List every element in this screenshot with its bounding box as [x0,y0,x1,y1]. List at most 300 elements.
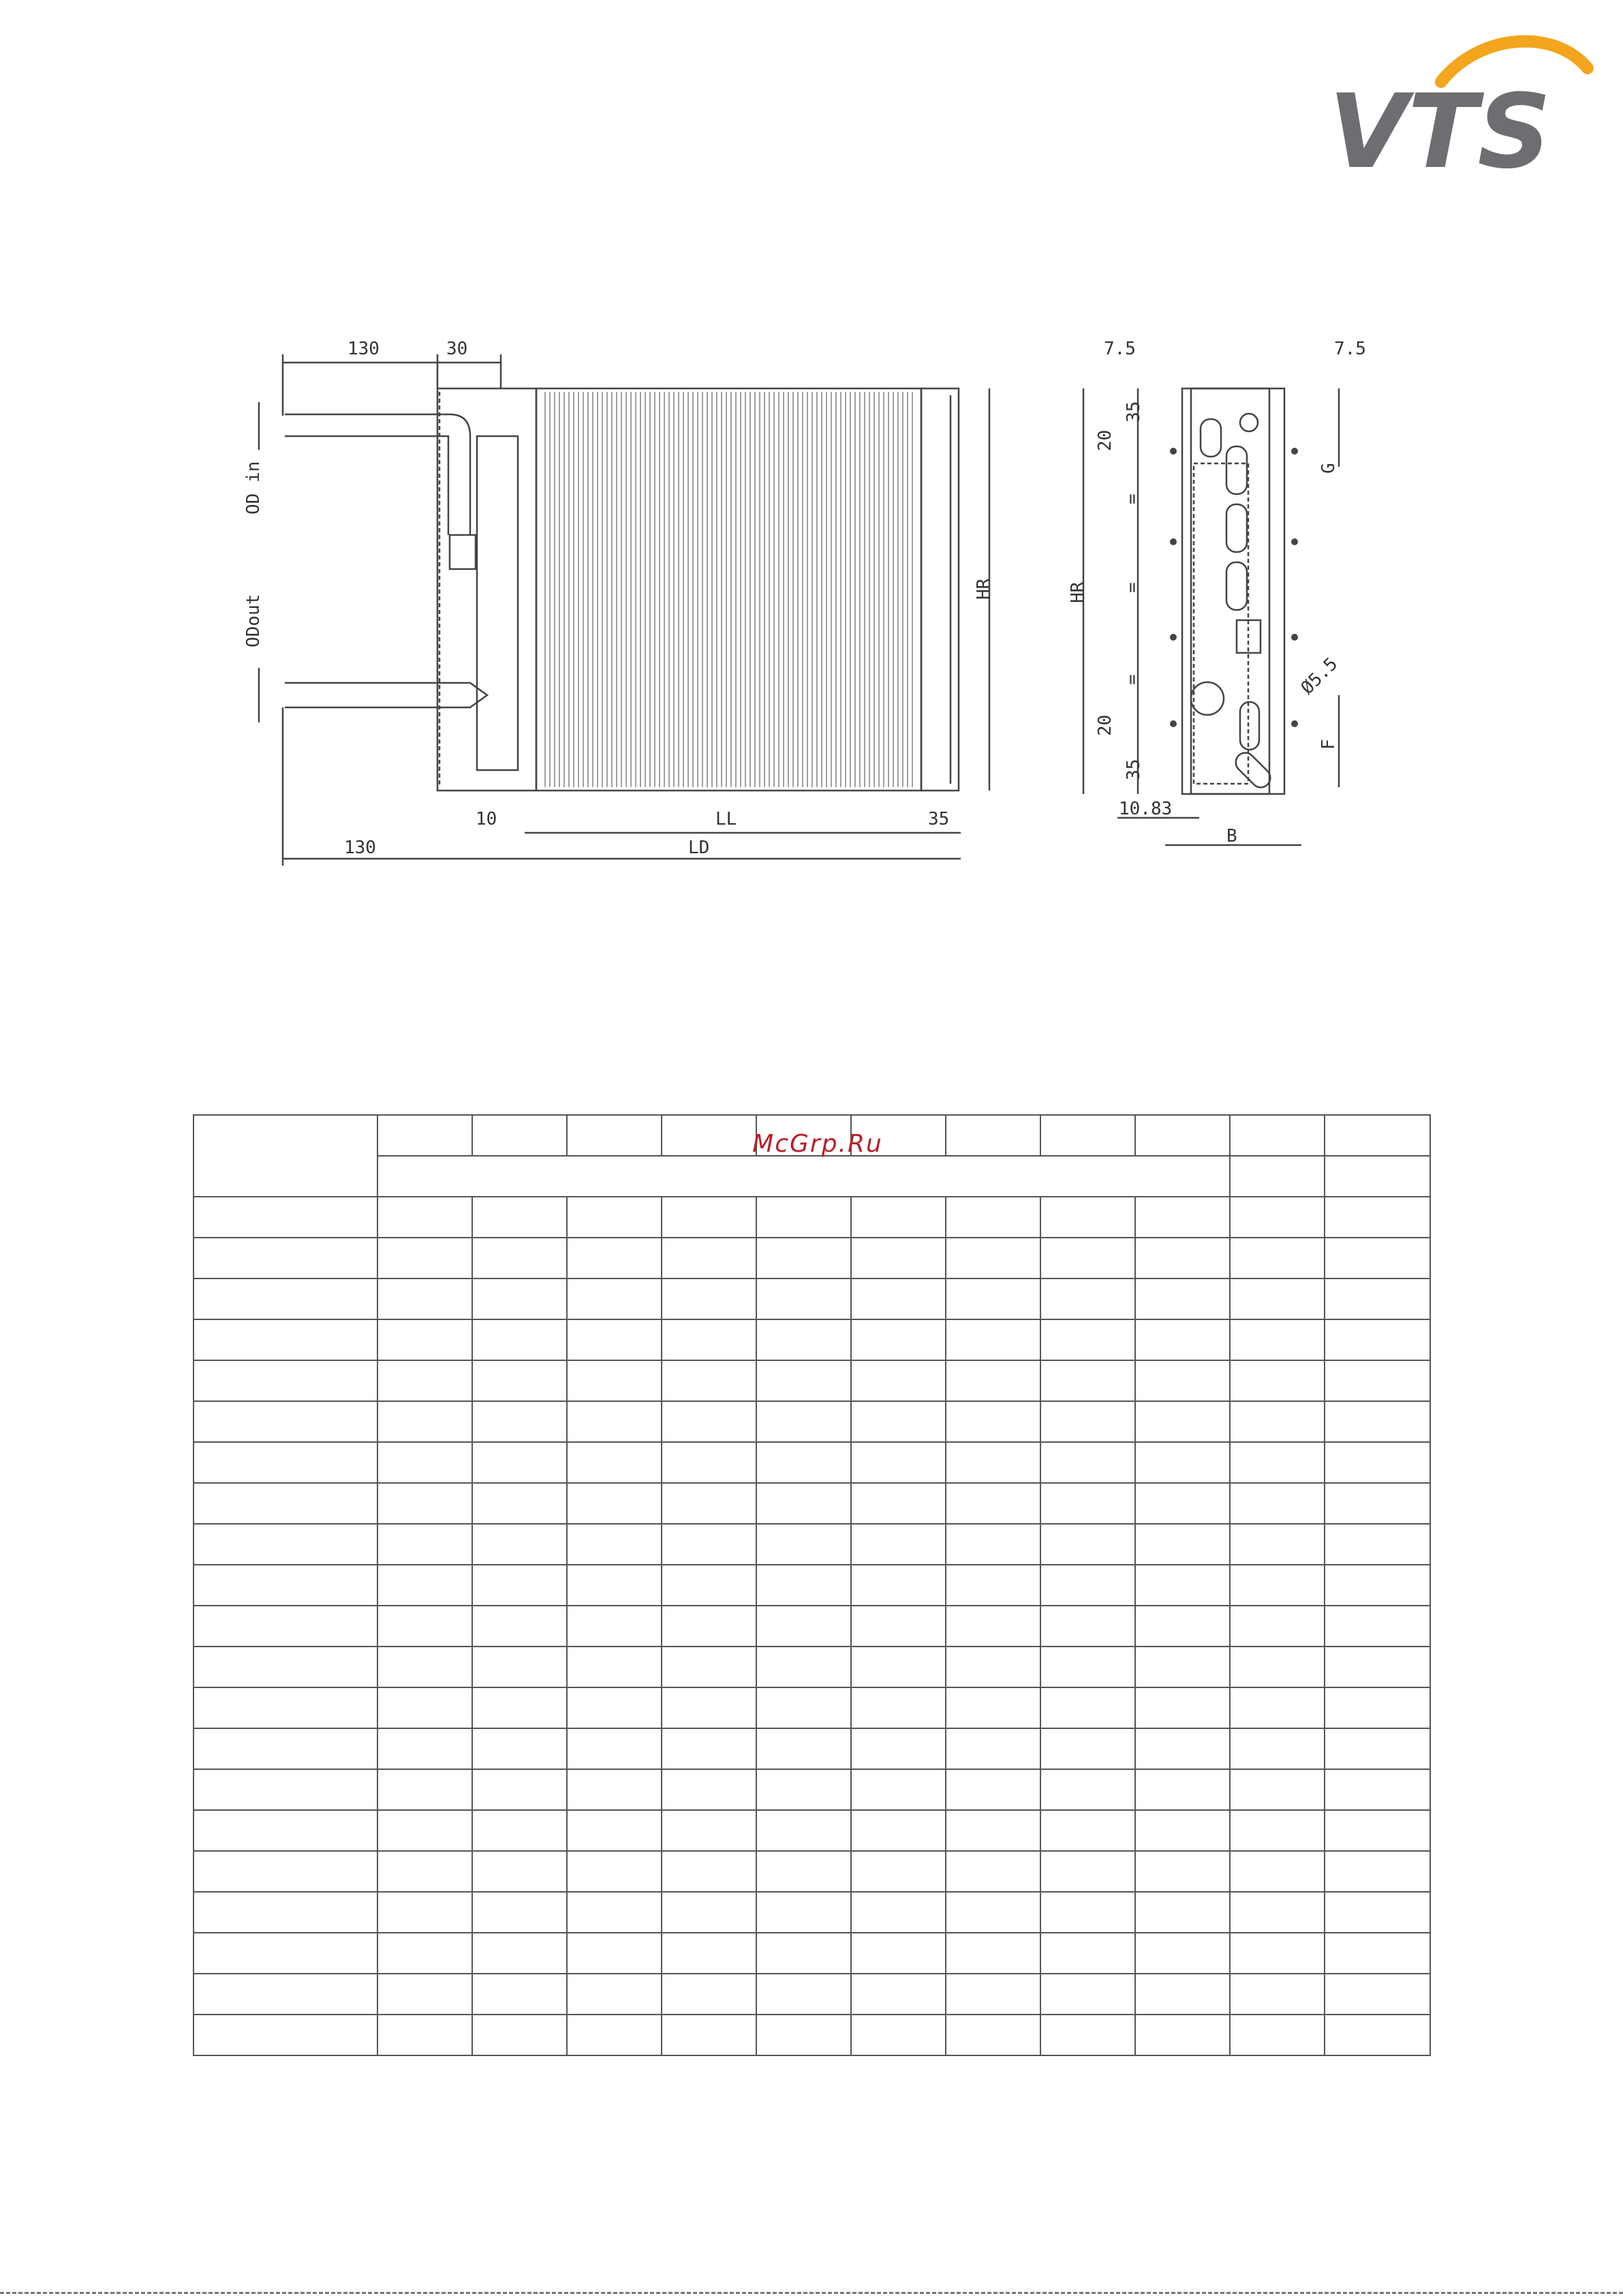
table-cell [946,1524,1040,1565]
table-cell [1325,1565,1430,1606]
table-cell [1325,1238,1430,1279]
table-cell [567,1197,662,1238]
table-cell [377,1401,472,1442]
table-cell [662,1442,756,1483]
table-row [194,1401,1430,1442]
table-cell [567,1524,662,1565]
table-cell [851,1728,946,1769]
table-cell [946,1279,1040,1319]
table-cell [1325,1401,1430,1442]
table-cell [1135,1769,1230,1810]
table-cell [851,1565,946,1606]
table-header-cell [472,1115,567,1156]
watermark: McGrp.Ru [752,1130,883,1158]
table-cell [1230,1892,1325,1933]
table-cell [1135,1401,1230,1442]
table-cell [472,1687,567,1728]
dim-side-35-bottom: 35 [1124,759,1144,780]
table-cell [194,1687,377,1728]
table-cell [1040,1647,1135,1687]
table-cell [662,1810,756,1851]
front-view [259,354,989,866]
table-cell [946,1197,1040,1238]
table-cell [1230,1769,1325,1810]
table-cell [472,1606,567,1647]
table-cell [1135,1606,1230,1647]
table-cell [946,1483,1040,1524]
table-row [194,1197,1430,1238]
table-cell [1325,1851,1430,1892]
table-cell [946,1769,1040,1810]
table-cell [1040,1851,1135,1892]
dim-bottom-10: 10 [476,809,497,829]
table-cell [756,1687,851,1728]
table-cell [567,1442,662,1483]
table-cell [194,1810,377,1851]
table-cell [662,2015,756,2055]
table-row [194,1810,1430,1851]
table-cell [756,2015,851,2055]
fins [545,392,912,787]
table-cell [1040,1197,1135,1238]
table-cell [1230,1319,1325,1360]
table-cell [567,1483,662,1524]
table-cell [472,1769,567,1810]
table-cell [662,1319,756,1360]
table-cell [662,1769,756,1810]
table-cell [946,1728,1040,1769]
table-cell [194,1933,377,1974]
table-cell [1135,1687,1230,1728]
table-cell [194,2015,377,2055]
table-cell [194,1319,377,1360]
table-cell [377,1728,472,1769]
table-cell [377,1360,472,1401]
label-hr-side: HR [1068,581,1088,603]
dim-side-eq-2: = [1122,582,1143,593]
table-cell [472,1565,567,1606]
dim-side-b: B [1226,826,1237,846]
table-cell [1325,1606,1430,1647]
dim-overall-130: 130 [344,838,376,858]
table-cell [567,1974,662,2015]
inlet-connection [1240,414,1258,431]
table-cell [756,1974,851,2015]
table-row [194,1279,1430,1319]
table-cell [472,1810,567,1851]
table-cell [194,1483,377,1524]
table-cell [756,1728,851,1769]
table-cell [194,1197,377,1238]
table-cell [1135,1483,1230,1524]
dim-overall-ld: LD [688,838,710,858]
table-cell [472,1279,567,1319]
logo-text: VTS [1329,73,1551,177]
table-cell [756,1319,851,1360]
dim-side-20-top: 20 [1095,429,1115,451]
table-cell [377,1892,472,1933]
table-row [194,1769,1430,1810]
table-cell [1040,1360,1135,1401]
table-row [194,1851,1430,1892]
table-row [194,1524,1430,1565]
dim-side-eq-1: = [1122,493,1143,504]
table-cell [472,1483,567,1524]
table-cell [662,1974,756,2015]
table-row [194,1238,1430,1279]
table-cell [851,1197,946,1238]
table-cell [851,1769,946,1810]
table-cell [377,1483,472,1524]
table-cell [662,1606,756,1647]
table-cell [1230,1647,1325,1687]
table-cell [377,1769,472,1810]
table-cell [472,1933,567,1974]
table-cell [1040,1483,1135,1524]
table-cell [756,1524,851,1565]
table-cell [662,1892,756,1933]
vts-logo [1322,20,1594,177]
inlet-fitting [450,535,476,569]
table-cell [851,1647,946,1687]
table-cell [567,1769,662,1810]
table-cell [567,2015,662,2055]
table-cell [472,1892,567,1933]
table-cell [1230,1442,1325,1483]
table-cell [194,1442,377,1483]
table-cell [1230,1687,1325,1728]
table-cell [472,1851,567,1892]
table-header-cell [377,1156,1230,1197]
table-cell [1135,1524,1230,1565]
table-cell [377,1524,472,1565]
table-cell [662,1933,756,1974]
table-cell [946,2015,1040,2055]
right-end-plate [921,388,959,791]
table-cell [1230,1483,1325,1524]
footer-rule [0,2292,1623,2294]
table-cell [1040,1687,1135,1728]
table-cell [1040,1606,1135,1647]
dim-side-20-bottom: 20 [1095,714,1115,736]
table-row [194,2015,1430,2055]
table-cell [567,1565,662,1606]
table-cell [567,1933,662,1974]
table-header-cell [377,1115,472,1156]
table-header-cell [194,1115,377,1197]
table-cell [472,1197,567,1238]
table-cell [662,1279,756,1319]
table-cell [1325,1442,1430,1483]
table-cell [662,1851,756,1892]
label-od-out: ODout [243,594,264,647]
table-cell [662,1647,756,1687]
table-cell [1040,2015,1135,2055]
table-cell [1325,2015,1430,2055]
dim-bottom-ll: LL [715,809,737,829]
table-cell [377,1810,472,1851]
table-header-row [194,1156,1430,1197]
table-header-cell [946,1115,1040,1156]
dim-side-top-left: 7.5 [1104,339,1136,359]
table-cell [662,1238,756,1279]
table-cell [472,1319,567,1360]
specification-table-container [193,1114,1429,2085]
table-cell [946,1933,1040,1974]
table-cell [1135,1197,1230,1238]
table-cell [194,1728,377,1769]
table-cell [194,1360,377,1401]
table-cell [567,1810,662,1851]
table-cell [377,1647,472,1687]
table-cell [1230,1851,1325,1892]
table-cell [1135,1565,1230,1606]
table-cell [851,1974,946,2015]
table-cell [1040,1401,1135,1442]
table-cell [662,1565,756,1606]
table-cell [567,1606,662,1647]
table-cell [194,1769,377,1810]
table-cell [662,1401,756,1442]
table-cell [946,1606,1040,1647]
table-cell [567,1319,662,1360]
table-row [194,1892,1430,1933]
table-cell [1040,1442,1135,1483]
inlet-pipe [285,414,470,535]
table-cell [472,1728,567,1769]
table-cell [1040,1728,1135,1769]
table-cell [1325,1483,1430,1524]
table-cell [662,1524,756,1565]
table-cell [377,1851,472,1892]
table-cell [756,1892,851,1933]
table-cell [194,1892,377,1933]
table-cell [1040,1319,1135,1360]
table-cell [946,1401,1040,1442]
table-cell [1040,1524,1135,1565]
table-cell [1135,1279,1230,1319]
specification-table [193,1114,1431,2056]
table-cell [851,1606,946,1647]
table-cell [567,1647,662,1687]
table-cell [377,1565,472,1606]
table-cell [194,1279,377,1319]
table-cell [1325,1974,1430,2015]
label-hr-front: HR [974,578,994,600]
front-view-labels [243,339,994,858]
table-cell [946,1687,1040,1728]
table-cell [1135,1238,1230,1279]
dim-side-35-top: 35 [1124,401,1144,423]
table-row [194,1974,1430,2015]
table-cell [1230,1279,1325,1319]
table-cell [662,1728,756,1769]
table-cell [946,1851,1040,1892]
table-cell [1135,1892,1230,1933]
table-cell [662,1687,756,1728]
table-cell [1040,1892,1135,1933]
table-header-cell [1135,1115,1230,1156]
table-cell [1135,1319,1230,1360]
table-cell [1230,1606,1325,1647]
table-cell [1040,1279,1135,1319]
table-cell [851,1360,946,1401]
table-header-cell [1230,1156,1325,1197]
table-cell [1135,1647,1230,1687]
table-cell [851,2015,946,2055]
table-row [194,1319,1430,1360]
table-cell [851,1238,946,1279]
table-cell [851,1401,946,1442]
table-row [194,1687,1430,1728]
table-cell [472,1401,567,1442]
table-cell [1135,1851,1230,1892]
table-cell [1325,1319,1430,1360]
table-cell [756,1197,851,1238]
table-cell [946,1360,1040,1401]
table-cell [1325,1279,1430,1319]
table-cell [851,1279,946,1319]
table-cell [756,1647,851,1687]
table-row [194,1442,1430,1483]
table-cell [756,1851,851,1892]
outlet-connection [1191,682,1224,715]
table-cell [1230,1933,1325,1974]
table-cell [946,1238,1040,1279]
table-cell [1135,1442,1230,1483]
table-cell [851,1524,946,1565]
table-cell [946,1974,1040,2015]
side-view-holes [1170,448,1298,727]
table-cell [1325,1769,1430,1810]
table-cell [851,1933,946,1974]
table-cell [1040,1974,1135,2015]
table-cell [662,1197,756,1238]
table-header-cell [1325,1115,1430,1156]
table-cell [851,1851,946,1892]
table-cell [851,1483,946,1524]
dim-side-10-83: 10.83 [1119,799,1173,819]
table-row [194,1565,1430,1606]
table-row [194,1606,1430,1647]
table-cell [567,1360,662,1401]
table-cell [472,1442,567,1483]
table-cell [194,1974,377,2015]
table-cell [1135,1933,1230,1974]
left-header-frame [437,388,536,791]
table-cell [377,1974,472,2015]
table-cell [472,1974,567,2015]
table-cell [662,1483,756,1524]
table-cell [377,1279,472,1319]
label-hole-diameter: Ø5.5 [1297,654,1342,699]
label-g: G [1318,463,1339,474]
table-header-cell [1230,1115,1325,1156]
dim-top-30: 30 [446,339,468,359]
table-cell [1135,1974,1230,2015]
table-row [194,1647,1430,1687]
table-cell [194,1565,377,1606]
fin-block [536,388,921,791]
side-view-labels [1068,339,1366,846]
table-cell [946,1810,1040,1851]
table-cell [1230,1728,1325,1769]
table-cell [851,1687,946,1728]
table-cell [1135,1360,1230,1401]
table-cell [1325,1810,1430,1851]
table-cell [194,1606,377,1647]
table-cell [662,1360,756,1401]
label-od-in: OD in [243,461,264,515]
table-row [194,1933,1430,1974]
table-body [194,1115,1430,2055]
table-cell [377,1238,472,1279]
table-cell [472,1524,567,1565]
table-cell [756,1360,851,1401]
table-cell [377,1319,472,1360]
table-cell [1040,1238,1135,1279]
table-cell [946,1442,1040,1483]
table-header-cell [1040,1115,1135,1156]
table-cell [756,1483,851,1524]
table-cell [1325,1933,1430,1974]
table-cell [1230,1238,1325,1279]
table-cell [1135,2015,1230,2055]
dim-top-130: 130 [347,339,380,359]
table-cell [194,1401,377,1442]
table-cell [1230,1401,1325,1442]
table-cell [1325,1360,1430,1401]
table-cell [567,1892,662,1933]
table-cell [1325,1687,1430,1728]
table-cell [1230,1810,1325,1851]
table-cell [946,1647,1040,1687]
table-cell [567,1238,662,1279]
table-cell [1230,1524,1325,1565]
table-cell [1230,1360,1325,1401]
table-cell [1325,1728,1430,1769]
table-cell [567,1851,662,1892]
table-cell [377,1606,472,1647]
table-cell [1040,1769,1135,1810]
outlet-pipe [285,683,487,707]
label-f: F [1318,739,1339,750]
table-cell [851,1442,946,1483]
table-cell [567,1728,662,1769]
table-row [194,1728,1430,1769]
table-cell [756,1442,851,1483]
table-row [194,1483,1430,1524]
table-cell [1230,2015,1325,2055]
table-cell [1040,1933,1135,1974]
table-cell [1230,1565,1325,1606]
table-cell [1325,1892,1430,1933]
table-cell [1135,1810,1230,1851]
table-cell [1325,1197,1430,1238]
table-header-cell [1325,1156,1430,1197]
table-cell [756,1933,851,1974]
table-cell [756,1810,851,1851]
table-cell [756,1769,851,1810]
table-cell [851,1319,946,1360]
table-cell [567,1401,662,1442]
table-row [194,1360,1430,1401]
table-cell [377,1197,472,1238]
table-cell [1325,1524,1430,1565]
table-cell [756,1238,851,1279]
table-cell [377,1687,472,1728]
table-cell [472,1238,567,1279]
